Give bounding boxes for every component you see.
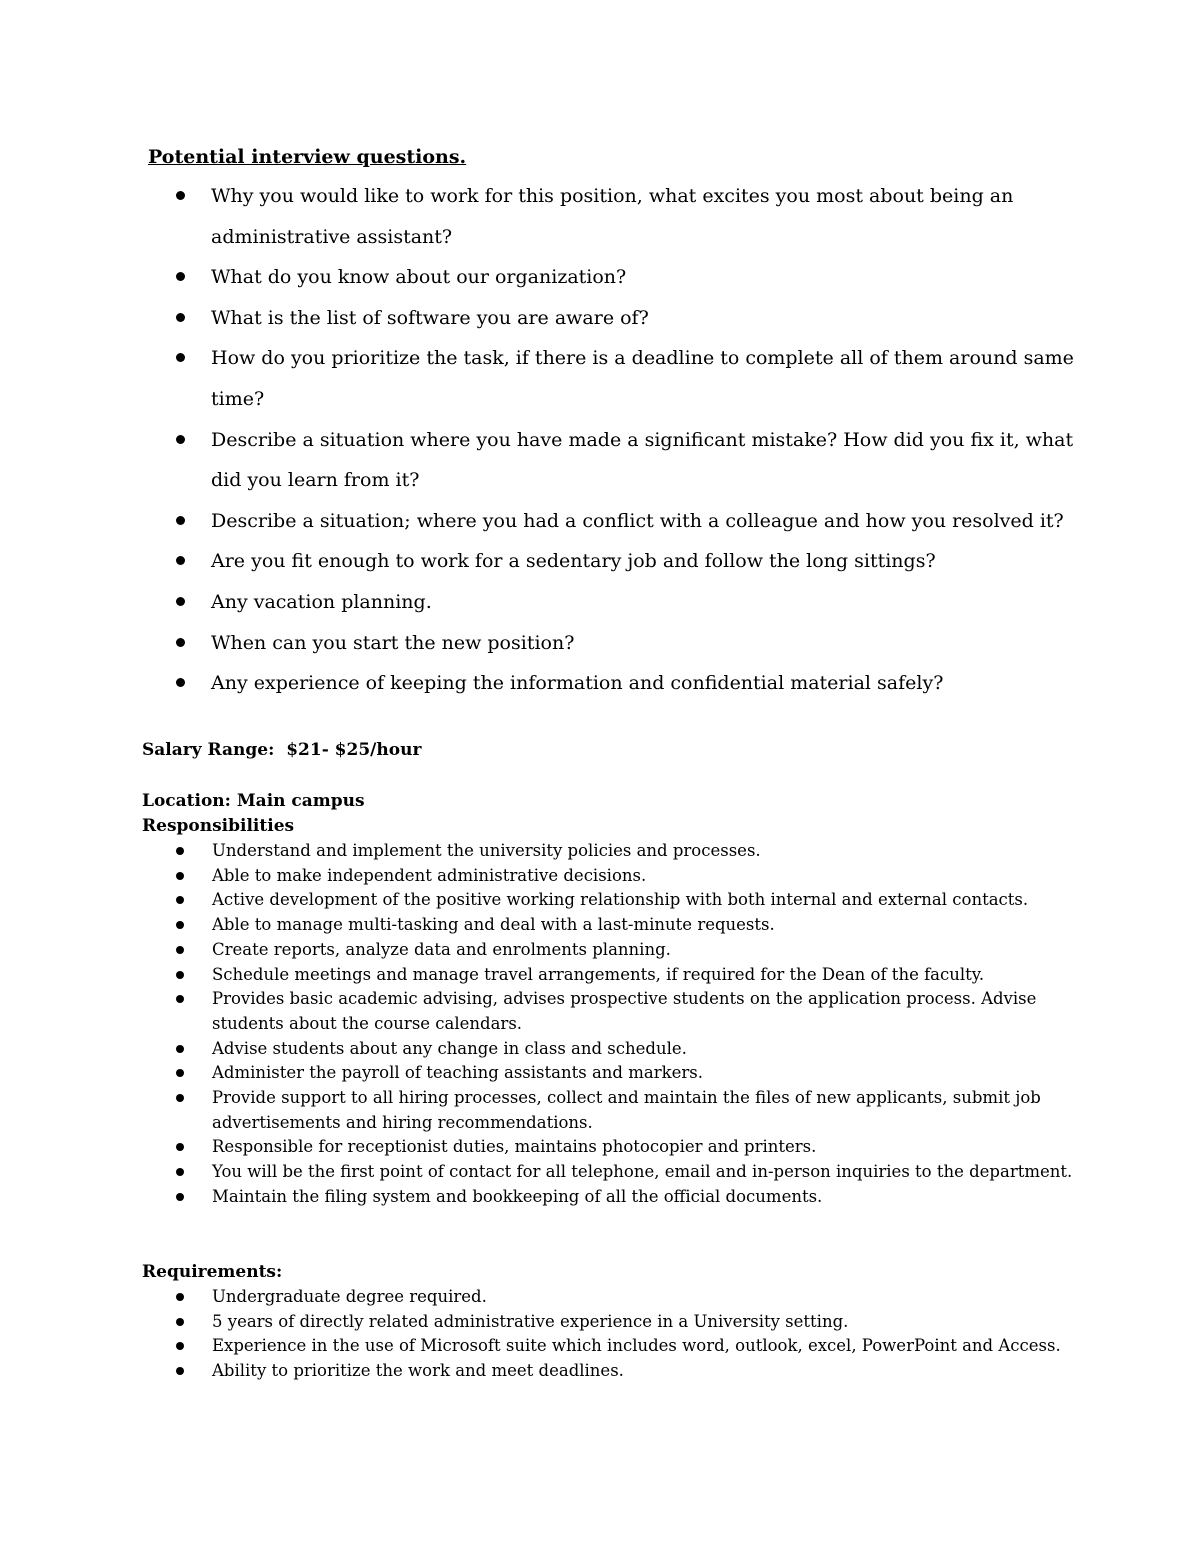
list-item bbox=[174, 1037, 1074, 1062]
list-item bbox=[174, 663, 1074, 704]
requirements-heading: Requirements: bbox=[142, 1262, 283, 1282]
bullet-icon bbox=[176, 1367, 184, 1375]
question-text: What do you know about our organization? bbox=[211, 266, 627, 289]
question-text: Describe a situation; where you had a conflict with a colleague and how you resolved it? bbox=[211, 509, 1064, 532]
list-item bbox=[174, 541, 1074, 582]
question-text: How do you prioritize the task, if there is a deadline to complete all of them around same time? bbox=[211, 347, 1074, 410]
bullet-icon bbox=[176, 1293, 184, 1301]
question-text: Why you would like to work for this position, what excites you most about being an administrative assistant? bbox=[211, 185, 1014, 248]
responsibility-text: Administer the payroll of teaching assistants and markers. bbox=[212, 1063, 703, 1083]
bullet-icon bbox=[176, 1069, 184, 1077]
responsibility-text: Maintain the filing system and bookkeeping of all the official documents. bbox=[212, 1186, 823, 1206]
requirements-list bbox=[174, 1285, 1074, 1384]
bullet-icon bbox=[176, 597, 185, 606]
list-item bbox=[174, 963, 1074, 988]
responsibility-text: Provides basic academic advising, advises prospective students on the application process. Advise students about the course calendars. bbox=[212, 989, 1037, 1033]
bullet-icon bbox=[176, 353, 185, 362]
list-item bbox=[174, 257, 1074, 298]
bullet-icon bbox=[176, 1143, 184, 1151]
responsibility-text: Active development of the positive working relationship with both internal and external contacts. bbox=[212, 890, 1029, 910]
bullet-icon bbox=[176, 1094, 184, 1102]
list-item bbox=[174, 1285, 1074, 1310]
bullet-icon bbox=[176, 872, 184, 880]
bullet-icon bbox=[176, 995, 184, 1003]
responsibility-text: You will be the first point of contact for all telephone, email and in-person inquiries to the department. bbox=[212, 1162, 1073, 1182]
list-item bbox=[174, 987, 1074, 1036]
bullet-icon bbox=[176, 1045, 184, 1053]
bullet-icon bbox=[176, 971, 184, 979]
requirement-text: 5 years of directly related administrative experience in a University setting. bbox=[212, 1311, 849, 1331]
question-text: Are you fit enough to work for a sedentary job and follow the long sittings? bbox=[211, 550, 936, 573]
responsibility-text: Schedule meetings and manage travel arrangements, if required for the Dean of the faculty. bbox=[212, 964, 985, 984]
list-item bbox=[174, 1135, 1074, 1160]
list-item bbox=[174, 623, 1074, 664]
question-text: When can you start the new position? bbox=[211, 631, 575, 654]
list-item bbox=[174, 1160, 1074, 1185]
list-item bbox=[174, 298, 1074, 339]
bullet-icon bbox=[176, 313, 185, 322]
responsibility-text: Understand and implement the university policies and processes. bbox=[212, 841, 761, 860]
bullet-icon bbox=[176, 1168, 184, 1176]
question-text: What is the list of software you are aware of? bbox=[211, 306, 649, 329]
bullet-icon bbox=[176, 921, 184, 929]
bullet-icon bbox=[176, 435, 185, 444]
responsibility-text: Responsible for receptionist duties, maintains photocopier and printers. bbox=[212, 1137, 817, 1157]
list-item bbox=[174, 420, 1074, 501]
interview-question-list bbox=[174, 176, 1074, 704]
list-item bbox=[174, 176, 1074, 257]
list-item bbox=[174, 582, 1074, 623]
list-item bbox=[174, 864, 1074, 889]
bullet-icon bbox=[176, 638, 185, 647]
responsibilities-list bbox=[174, 839, 1074, 1210]
responsibility-text: Able to make independent administrative decisions. bbox=[212, 865, 647, 885]
list-item bbox=[174, 1061, 1074, 1086]
salary-range: Salary Range: $21- $25/hour bbox=[142, 740, 422, 760]
list-item bbox=[174, 1334, 1074, 1359]
bullet-icon bbox=[176, 556, 185, 565]
bullet-icon bbox=[176, 896, 184, 904]
interview-questions-heading: Potential interview questions. bbox=[148, 146, 467, 168]
bullet-icon bbox=[176, 1342, 184, 1350]
bullet-icon bbox=[176, 946, 184, 954]
location: Location: Main campus bbox=[142, 791, 365, 811]
bullet-icon bbox=[176, 191, 185, 200]
list-item bbox=[174, 1086, 1074, 1135]
question-text: Any experience of keeping the information and confidential material safely? bbox=[211, 672, 944, 695]
requirement-text: Ability to prioritize the work and meet deadlines. bbox=[212, 1361, 624, 1381]
list-item bbox=[174, 1310, 1074, 1335]
list-item bbox=[174, 888, 1074, 913]
question-text: Any vacation planning. bbox=[211, 590, 432, 613]
bullet-icon bbox=[176, 516, 185, 525]
list-item bbox=[174, 1185, 1074, 1210]
list-item bbox=[174, 501, 1074, 542]
bullet-icon bbox=[176, 678, 185, 687]
list-item bbox=[174, 913, 1074, 938]
list-item bbox=[174, 338, 1074, 419]
requirement-text: Undergraduate degree required. bbox=[212, 1287, 487, 1306]
bullet-icon bbox=[176, 847, 184, 855]
bullet-icon bbox=[176, 272, 185, 281]
responsibility-text: Able to manage multi-tasking and deal with a last-minute requests. bbox=[212, 915, 775, 935]
responsibility-text: Provide support to all hiring processes, collect and maintain the files of new applicants, submit job advertisements and hiring recommendations. bbox=[212, 1088, 1041, 1132]
bullet-icon bbox=[176, 1318, 184, 1326]
bullet-icon bbox=[176, 1193, 184, 1201]
requirement-text: Experience in the use of Microsoft suite which includes word, outlook, excel, PowerPoint and Access. bbox=[212, 1336, 1061, 1356]
list-item bbox=[174, 1359, 1074, 1384]
responsibilities-heading: Responsibilities bbox=[142, 816, 295, 836]
responsibility-text: Advise students about any change in class and schedule. bbox=[212, 1038, 687, 1058]
responsibility-text: Create reports, analyze data and enrolments planning. bbox=[212, 939, 671, 959]
list-item bbox=[174, 938, 1074, 963]
question-text: Describe a situation where you have made a significant mistake? How did you fix it, what did you learn from it? bbox=[211, 428, 1074, 492]
list-item bbox=[174, 839, 1074, 864]
